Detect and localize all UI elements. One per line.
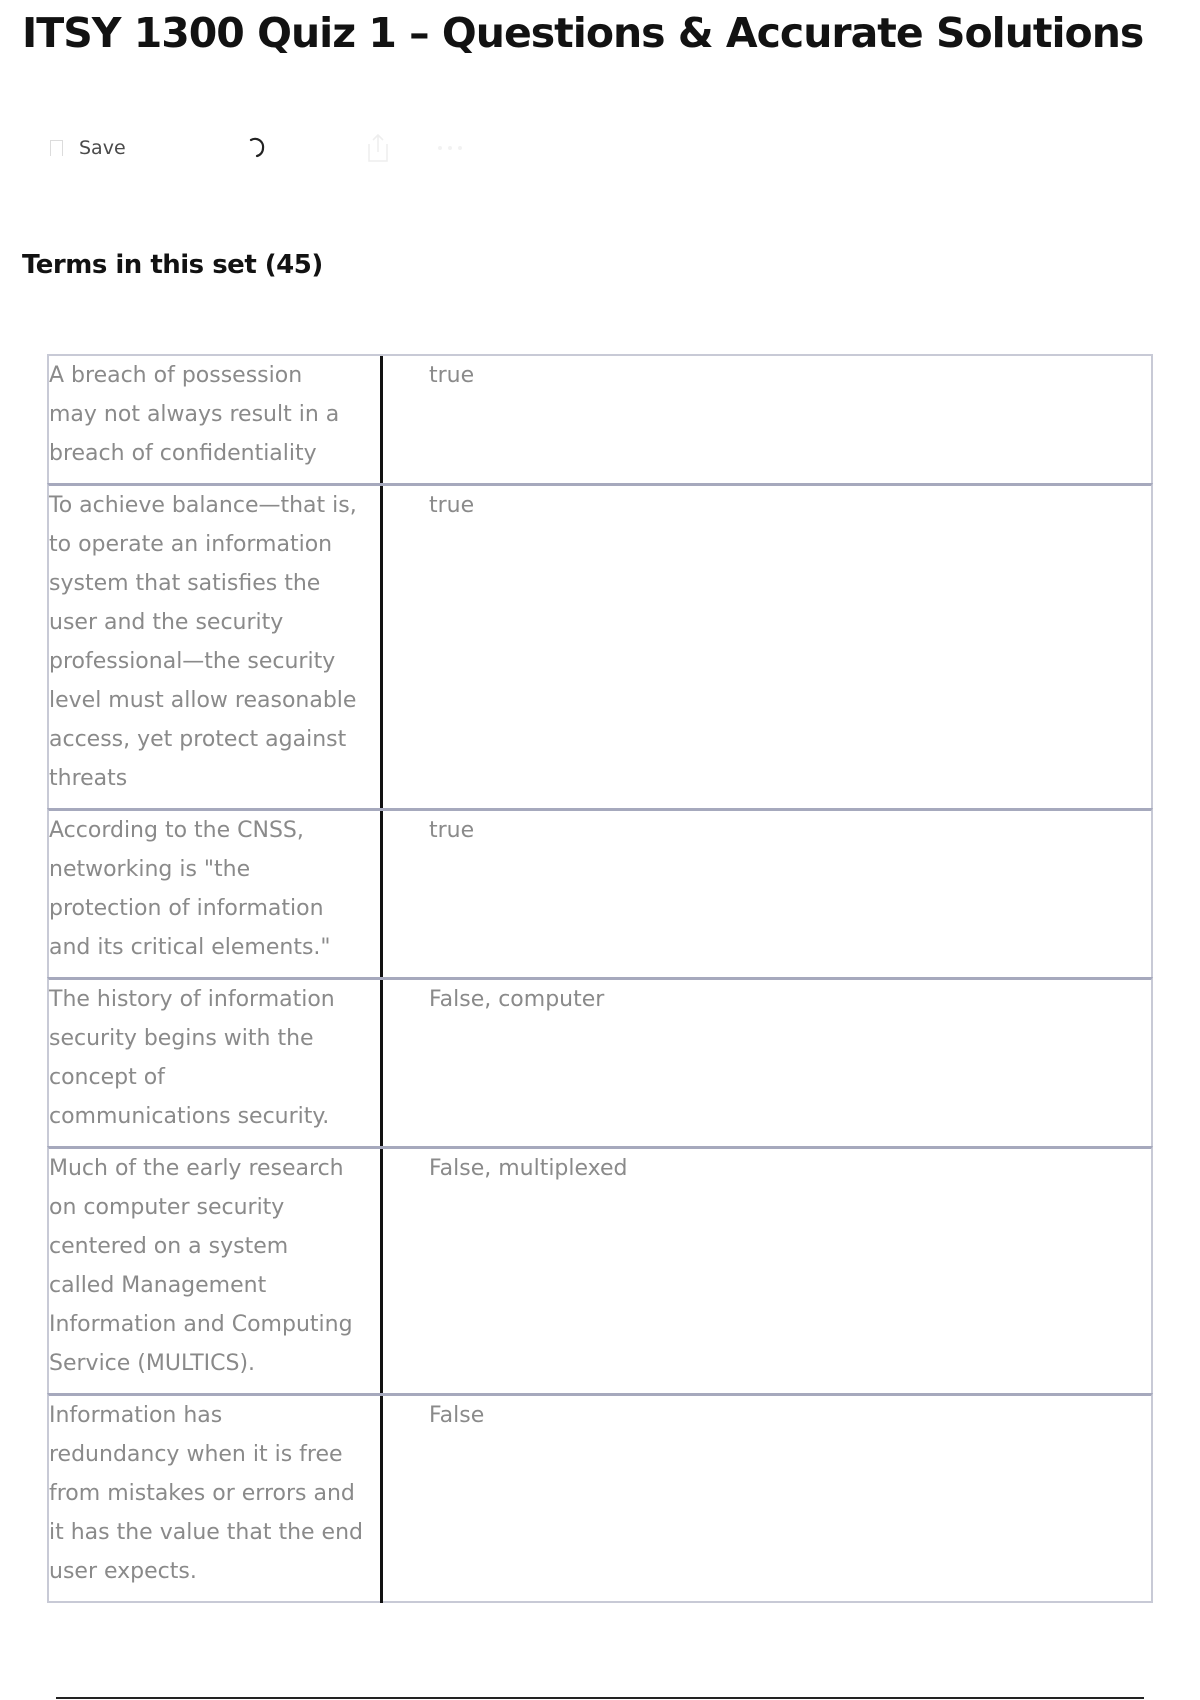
term-row: [47, 354, 1153, 483]
definition-text: true: [429, 493, 475, 518]
term-text: Much of the early research on computer security centered on a system called Management Information and Computing Service (MULTICS).: [49, 1149, 383, 1395]
term-row: [47, 1393, 1153, 1603]
page-title: ITSY 1300 Quiz 1 – Questions & Accurate Solutions: [22, 9, 1144, 57]
share-icon: [365, 132, 391, 164]
terms-table: [47, 354, 1153, 1603]
toolbar: [50, 128, 550, 168]
term-text: To achieve balance—that is, to operate an information system that satisfies the user and the security professional—the security level must allow reasonable access, yet protect against threats: [49, 486, 383, 810]
refresh-button[interactable]: [245, 128, 269, 168]
bottom-divider: [56, 1697, 1144, 1699]
definition-text: true: [429, 363, 475, 388]
term-text: The history of information security begins with the concept of communications security.: [49, 980, 383, 1148]
save-button[interactable]: [50, 128, 126, 168]
bookmark-icon: [50, 140, 63, 156]
terms-heading: Terms in this set (45): [22, 250, 323, 280]
definition-text: true: [429, 818, 475, 843]
definition-text: False, multiplexed: [429, 1156, 628, 1181]
refresh-icon: [245, 134, 269, 162]
term-row: [47, 808, 1153, 977]
more-button[interactable]: [435, 128, 465, 168]
definition-text: False, computer: [429, 987, 605, 1012]
term-text: A breach of possession may not always result in a breach of confidentiality: [49, 356, 383, 485]
definition-text: False: [429, 1403, 485, 1428]
term-row: [47, 977, 1153, 1146]
term-text: According to the CNSS, networking is "the protection of information and its critical elements.": [49, 811, 383, 979]
term-row: [47, 1146, 1153, 1393]
more-icon: [435, 143, 465, 153]
term-row: [47, 483, 1153, 808]
share-button[interactable]: [365, 128, 391, 168]
term-text: Information has redundancy when it is free from mistakes or errors and it has the value that the end user expects.: [49, 1396, 383, 1603]
save-label: Save: [79, 137, 126, 159]
